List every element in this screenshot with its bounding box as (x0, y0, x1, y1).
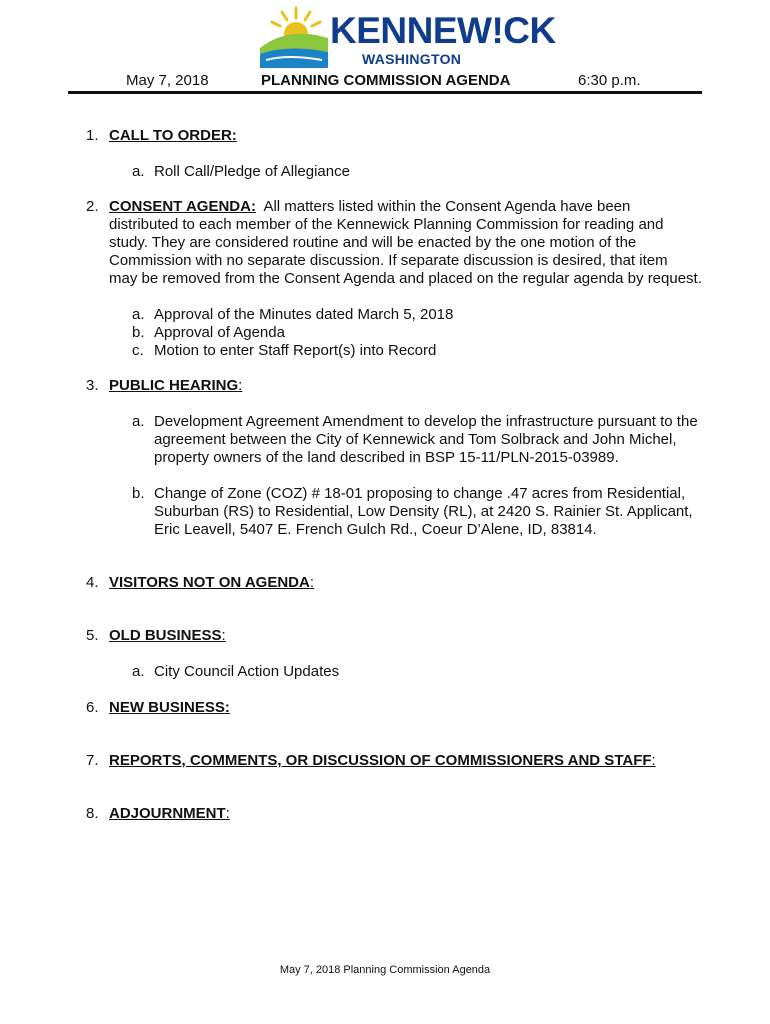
subitem-text: Suburban (RS) to Residential, Low Density (RL), at 2420 S. Rainier St. Applicant, (154, 503, 693, 520)
logo-wordmark: KENNEW!CK (330, 10, 556, 51)
heading-colon: : (651, 752, 656, 769)
subitem-letter: a. (132, 413, 145, 430)
page-title: PLANNING COMMISSION AGENDA (261, 72, 511, 89)
kennewick-logo (258, 4, 556, 74)
item-heading: ADJOURNMENT (109, 805, 226, 822)
subitem-text: City Council Action Updates (154, 663, 340, 680)
subitem-text: Roll Call/Pledge of Allegiance (154, 163, 350, 180)
subitem-text: Eric Leavell, 5407 E. French Gulch Rd., Coeur D’Alene, ID, 83814. (154, 521, 597, 538)
heading-colon: : (238, 377, 243, 394)
page-footer: May 7, 2018 Planning Commission Agenda (279, 964, 491, 976)
heading-colon: : (221, 627, 226, 644)
consent-text-line: All matters listed within the Consent Agenda have been (263, 198, 631, 215)
consent-text-line: study. They are considered routine and will be enacted by the one motion of the (109, 234, 637, 251)
consent-text-line: distributed to each member of the Kennewick Planning Commission for reading and (109, 216, 664, 233)
heading-colon: : (225, 805, 230, 822)
subitem-letter: b. (132, 324, 145, 341)
item-number: 2. (86, 198, 99, 215)
agenda-header (68, 72, 702, 92)
subitem-text: property owners of the land described in BSP 15-11/PLN-2015-03989. (154, 449, 619, 466)
item-heading: VISITORS NOT ON AGENDA (109, 574, 310, 591)
logo-subtitle: WASHINGTON (362, 51, 462, 67)
item-number: 6. (86, 699, 99, 716)
item-heading: OLD BUSINESS (109, 627, 222, 644)
item-number: 3. (86, 377, 99, 394)
item-number: 8. (86, 805, 99, 822)
subitem-text: agreement between the City of Kennewick and Tom Solbrack and John Michel, (154, 431, 677, 448)
item-number: 7. (86, 752, 99, 769)
item-heading: CONSENT AGENDA: (109, 198, 256, 215)
item-heading: REPORTS, COMMENTS, OR DISCUSSION OF COMMISSIONERS AND STAFF (109, 752, 652, 769)
meeting-time: 6:30 p.m. (578, 72, 641, 89)
item-heading: PUBLIC HEARING (109, 377, 239, 394)
consent-text-line: may be removed from the Consent Agenda and placed on the regular agenda by request. (109, 270, 702, 287)
subitem-text: Change of Zone (COZ) # 18-01 proposing to change .47 acres from Residential, (154, 485, 686, 502)
subitem-letter: b. (132, 485, 145, 502)
item-number: 4. (86, 574, 99, 591)
meeting-date: May 7, 2018 (126, 72, 209, 89)
subitem-text: Development Agreement Amendment to develop the infrastructure pursuant to the (154, 413, 698, 430)
item-number: 5. (86, 627, 99, 644)
subitem-letter: a. (132, 163, 145, 180)
subitem-text: Approval of the Minutes dated March 5, 2018 (154, 306, 454, 323)
item-heading: CALL TO ORDER: (109, 127, 237, 144)
subitem-letter: a. (132, 306, 145, 323)
header-divider (68, 91, 702, 94)
item-number: 1. (86, 127, 99, 144)
subitem-text: Approval of Agenda (154, 324, 285, 341)
subitem-letter: a. (132, 663, 145, 680)
subitem-letter: c. (132, 342, 144, 359)
consent-text-line: Commission with no separate discussion. If separate discussion is desired, that item (109, 252, 668, 269)
heading-colon: : (309, 574, 315, 591)
subitem-text: Motion to enter Staff Report(s) into Record (154, 342, 437, 359)
item-heading: NEW BUSINESS: (109, 699, 230, 716)
